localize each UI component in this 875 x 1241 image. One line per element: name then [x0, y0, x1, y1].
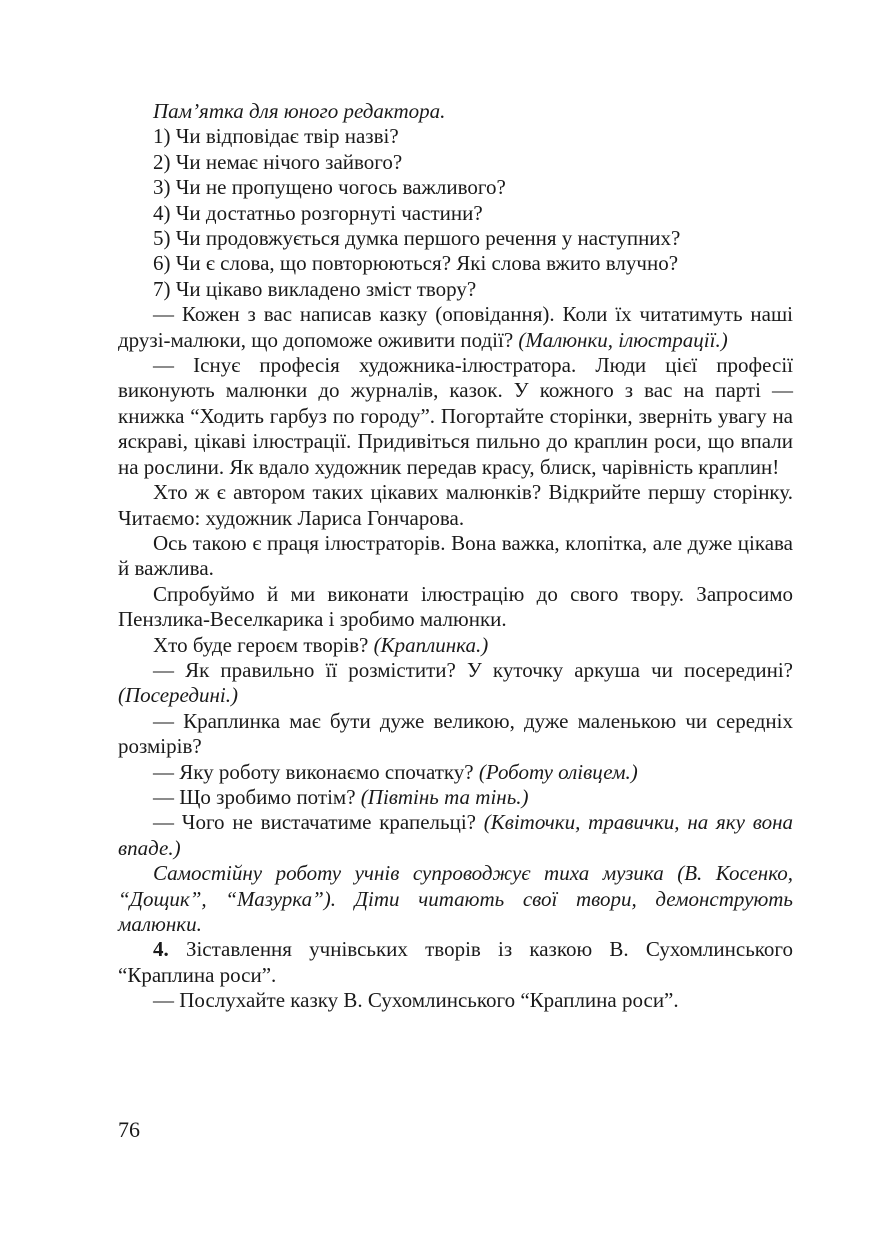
text-run: — Як правильно її розмістити? У куточку аркуша чи посередині?	[153, 657, 793, 682]
paragraph	[118, 302, 793, 353]
text-run: Спробуймо й ми виконати ілюстрацію до свого твору. Запросимо Пензлика-Веселкарика і зробимо малюнки.	[118, 581, 793, 632]
italic-text: (Посередині.)	[118, 683, 238, 708]
text-run: 7) Чи цікаво викладено зміст твору?	[153, 276, 477, 301]
italic-text: Пам’ятка для юного редактора.	[153, 99, 446, 123]
paragraph	[118, 531, 793, 582]
text-run: 1) Чи відповідає твір назві?	[153, 124, 399, 149]
text-run: 6) Чи є слова, що повторюються? Які слова вжито влучно?	[153, 251, 679, 276]
paragraph	[118, 861, 793, 937]
body-text	[118, 99, 793, 1014]
paragraph	[118, 124, 793, 149]
text-run: — Послухайте казку В. Сухомлинського “Краплина роси”.	[153, 988, 679, 1013]
paragraph	[118, 150, 793, 175]
paragraph	[118, 760, 793, 785]
paragraph	[118, 99, 793, 124]
paragraph	[118, 175, 793, 200]
bold-text: 4.	[153, 937, 169, 962]
text-run: Хто буде героєм творів?	[153, 632, 374, 657]
italic-text: (Півтінь та тінь.)	[360, 784, 529, 809]
page-number: 76	[118, 1117, 140, 1142]
paragraph	[118, 201, 793, 226]
italic-text: (Краплинка.)	[373, 632, 489, 657]
paragraph	[118, 277, 793, 302]
paragraph	[118, 633, 793, 658]
paragraph	[118, 251, 793, 276]
paragraph	[118, 810, 793, 861]
text-run: Хто ж є автором таких цікавих малюнків? Відкрийте першу сторінку. Читаємо: художник Лариса Гончарова.	[118, 480, 793, 530]
paragraph	[118, 658, 793, 709]
text-run: — Краплинка має бути дуже великою, дуже маленькою чи середніх розмірів?	[118, 708, 793, 759]
text-run: 3) Чи не пропущено чогось важливого?	[153, 175, 506, 200]
italic-text: (Квіточки, травички, на яку вона впаде.)	[118, 810, 793, 860]
text-run: Зіставлення учнівських творів із казкою В. Сухомлинського “Краплина роси”.	[118, 937, 793, 987]
text-run: — Яку роботу виконаємо спочатку?	[153, 759, 479, 784]
italic-text: (Малюнки, ілюстрації.)	[518, 327, 728, 352]
paragraph	[118, 709, 793, 760]
paragraph	[118, 226, 793, 251]
paragraph	[118, 353, 793, 480]
text-run: 2) Чи немає нічого зайвого?	[153, 149, 403, 174]
italic-text: (Роботу олівцем.)	[478, 759, 638, 784]
paragraph	[118, 480, 793, 531]
text-run: — Чого не вистачатиме крапельці?	[153, 810, 484, 835]
text-run: — Що зробимо потім?	[153, 784, 361, 809]
text-run: — Кожен з вас написав казку (оповідання). Коли їх читатимуть наші друзі-малюки, що допоможе оживити події?	[118, 302, 793, 352]
paragraph	[118, 988, 793, 1013]
paragraph	[118, 582, 793, 633]
text-run: 5) Чи продовжується думка першого речення у наступних?	[153, 226, 681, 251]
text-run: — Існує професія художника-ілюстратора. Люди цієї професії виконують малюнки до журналів, казок. У кожного з вас на парті — книжка “Ходить гарбуз по городу”. Погортайте сторінки, зверніть увагу на яскраві, цікаві ілюстрації. Придивіться пильно до краплин роси, що впали на рослини. Як вдало художник передав красу, блиск, чарівність краплин!	[118, 353, 793, 479]
paragraph	[118, 937, 793, 988]
text-run: 4) Чи достатньо розгорнуті частини?	[153, 200, 483, 225]
italic-text: Самостійну роботу учнів супроводжує тиха музика (В. Косенко, “Дощик”, “Мазурка”). Діти читають свої твори, демонструють малюнки.	[118, 861, 793, 936]
paragraph	[118, 785, 793, 810]
text-run: Ось такою є праця ілюстраторів. Вона важка, клопітка, але дуже цікава й важлива.	[118, 530, 793, 581]
